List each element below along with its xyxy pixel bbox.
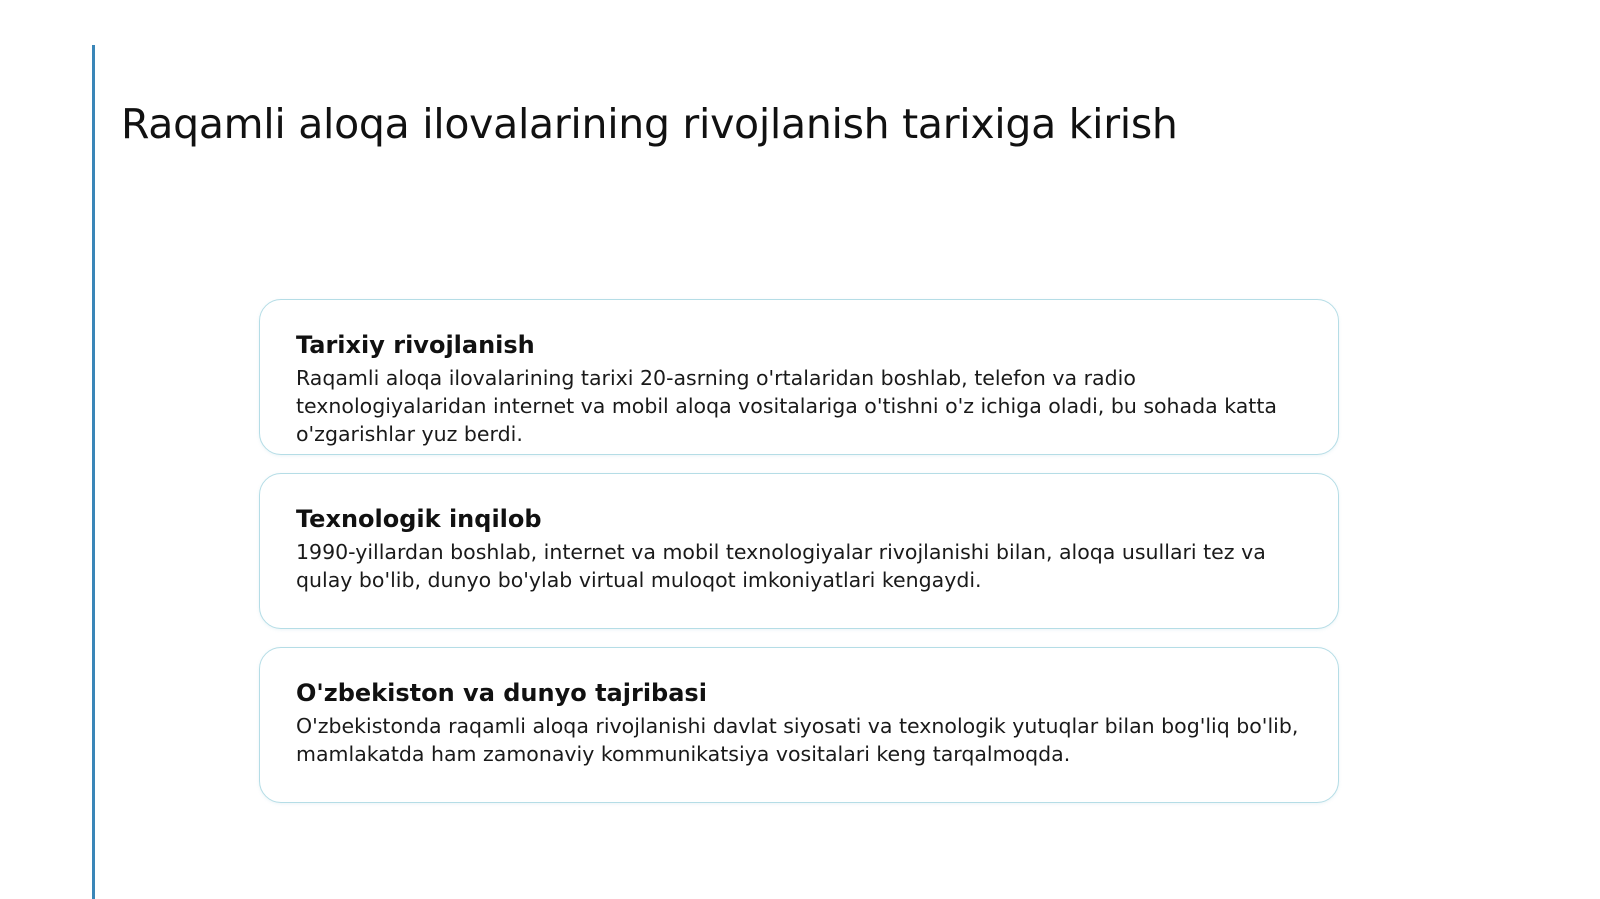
card-body: 1990-yillardan boshlab, internet va mobil texnologiyalar rivojlanishi bilan, aloqa usullari tez va qulay bo'lib, dunyo bo'ylab virtual muloqot imkoniyatlari kengaydi.: [296, 540, 1266, 592]
card-uzbekistan-world-experience: [259, 647, 1339, 803]
left-accent-bar: [92, 45, 95, 899]
card-list: [259, 299, 1339, 821]
card-title: O'zbekiston va dunyo tajribasi: [296, 679, 707, 707]
card-historical-development: [259, 299, 1339, 455]
card-body: O'zbekistonda raqamli aloqa rivojlanishi davlat siyosati va texnologik yutuqlar bilan bog'liq bo'lib, mamlakatda ham zamonaviy kommunikatsiya vositalari keng tarqalmoqda.: [296, 714, 1299, 766]
card-title: Tarixiy rivojlanish: [296, 331, 535, 359]
card-technological-revolution: [259, 473, 1339, 629]
card-body: Raqamli aloqa ilovalarining tarixi 20-asrning o'rtalaridan boshlab, telefon va radio texnologiyalaridan internet va mobil aloqa vositalariga o'tishni o'z ichiga oladi, bu sohada katta o'zgarishlar yuz berdi.: [296, 366, 1277, 446]
card-title: Texnologik inqilob: [296, 505, 542, 533]
slide-title: Raqamli aloqa ilovalarining rivojlanish tarixiga kirish: [121, 100, 1178, 148]
